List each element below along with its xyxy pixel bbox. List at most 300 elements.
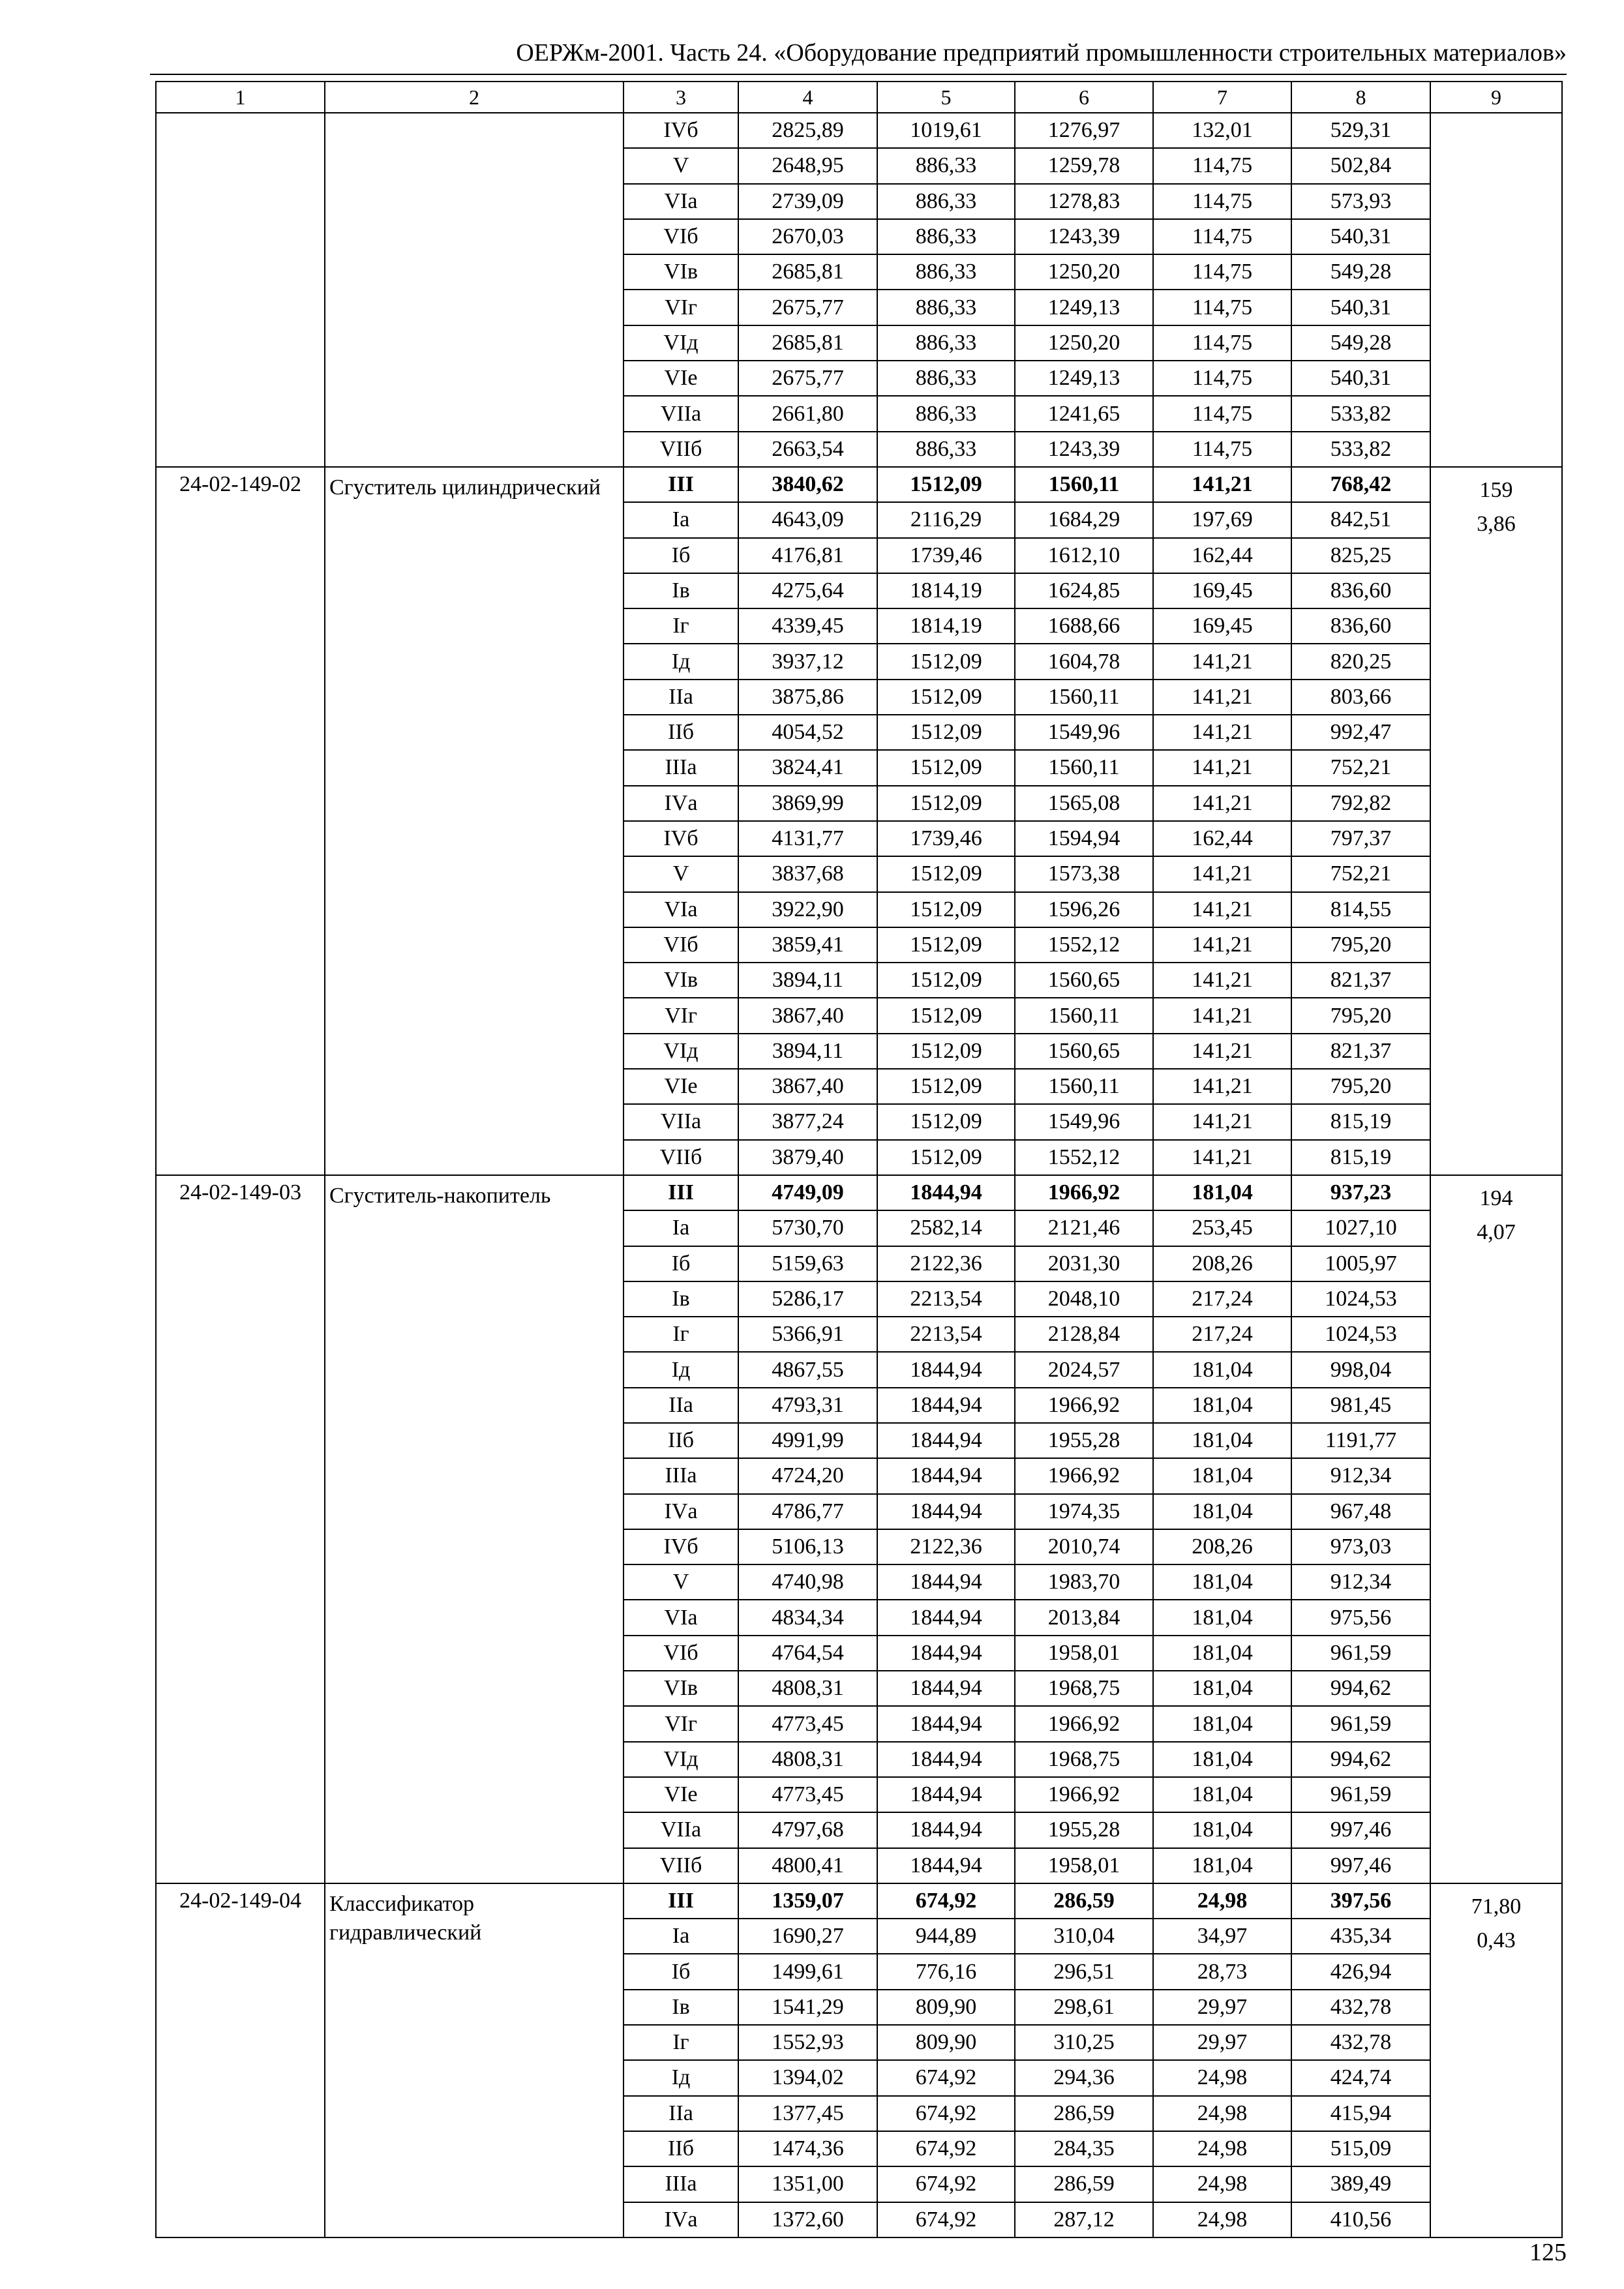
value-cell: 967,48: [1291, 1494, 1430, 1529]
value-cell: 4793,31: [738, 1388, 877, 1423]
value-cell: 3867,40: [738, 998, 877, 1033]
value-cell: 515,09: [1291, 2131, 1430, 2166]
value-cell: 1377,45: [738, 2096, 877, 2131]
zone-cell: VIв: [624, 254, 738, 290]
zone-cell: Iд: [624, 2060, 738, 2095]
table-body: [156, 82, 1562, 2237]
value-cell: 132,01: [1153, 113, 1291, 148]
value-cell: 114,75: [1153, 290, 1291, 325]
value-cell: 2685,81: [738, 254, 877, 290]
value-cell: 961,59: [1291, 1777, 1430, 1812]
value-cell: 141,21: [1153, 1104, 1291, 1139]
value-cell: 549,28: [1291, 325, 1430, 361]
zone-cell: VIг: [624, 290, 738, 325]
value-cell: 998,04: [1291, 1352, 1430, 1387]
column-number: 9: [1430, 82, 1562, 113]
value-cell: 287,12: [1015, 2202, 1153, 2237]
zone-cell: IIб: [624, 2131, 738, 2166]
value-cell: 1552,12: [1015, 927, 1153, 963]
value-cell: 533,82: [1291, 432, 1430, 467]
value-cell: 114,75: [1153, 325, 1291, 361]
zone-cell: Iг: [624, 608, 738, 644]
column-number: 7: [1153, 82, 1291, 113]
value-cell: 994,62: [1291, 1742, 1430, 1777]
value-cell: 181,04: [1153, 1671, 1291, 1706]
value-cell: 1968,75: [1015, 1671, 1153, 1706]
value-cell: 4808,31: [738, 1671, 877, 1706]
value-cell: 1512,09: [877, 963, 1015, 998]
labor-value: 71,80: [1471, 1894, 1522, 1919]
value-cell: 1372,60: [738, 2202, 877, 2237]
zone-cell: Iд: [624, 1352, 738, 1387]
value-cell: 674,92: [877, 2202, 1015, 2237]
value-cell: 961,59: [1291, 1706, 1430, 1741]
value-cell: 29,97: [1153, 1990, 1291, 2025]
value-cell: 28,73: [1153, 1954, 1291, 1989]
value-cell: 975,56: [1291, 1600, 1430, 1635]
value-cell: 208,26: [1153, 1529, 1291, 1564]
zone-cell: IIб: [624, 1423, 738, 1458]
value-cell: 1512,09: [877, 998, 1015, 1033]
value-cell: 1512,09: [877, 892, 1015, 927]
zone-cell: VIг: [624, 998, 738, 1033]
value-cell: 821,37: [1291, 1034, 1430, 1069]
value-cell: 1276,97: [1015, 113, 1153, 148]
value-cell: 1351,00: [738, 2166, 877, 2202]
value-cell: 3869,99: [738, 786, 877, 821]
labor-cell: [1430, 1175, 1562, 1883]
value-cell: 792,82: [1291, 786, 1430, 821]
value-cell: 24,98: [1153, 1883, 1291, 1919]
value-cell: 169,45: [1153, 573, 1291, 608]
value-cell: 1974,35: [1015, 1494, 1153, 1529]
value-cell: 4724,20: [738, 1458, 877, 1493]
value-cell: 2010,74: [1015, 1529, 1153, 1564]
value-cell: 1814,19: [877, 573, 1015, 608]
value-cell: 1512,09: [877, 786, 1015, 821]
value-cell: 674,92: [877, 2060, 1015, 2095]
value-cell: 181,04: [1153, 1564, 1291, 1600]
rate-code: 24-02-149-03: [156, 1175, 325, 1883]
zone-cell: VIе: [624, 361, 738, 396]
zone-cell: III: [624, 467, 738, 502]
zone-cell: VIв: [624, 963, 738, 998]
value-cell: 141,21: [1153, 1034, 1291, 1069]
value-cell: 4991,99: [738, 1423, 877, 1458]
value-cell: 886,33: [877, 361, 1015, 396]
value-cell: 1499,61: [738, 1954, 877, 1989]
value-cell: 29,97: [1153, 2025, 1291, 2060]
value-cell: 1844,94: [877, 1742, 1015, 1777]
value-cell: 1549,96: [1015, 1104, 1153, 1139]
value-cell: 2024,57: [1015, 1352, 1153, 1387]
zone-cell: Iа: [624, 502, 738, 537]
value-cell: 1739,46: [877, 538, 1015, 573]
value-cell: 1024,53: [1291, 1317, 1430, 1352]
value-cell: 3840,62: [738, 467, 877, 502]
value-cell: 181,04: [1153, 1175, 1291, 1210]
value-cell: 114,75: [1153, 219, 1291, 254]
value-cell: 4749,09: [738, 1175, 877, 1210]
value-cell: 1955,28: [1015, 1812, 1153, 1848]
value-cell: 24,98: [1153, 2166, 1291, 2202]
column-number: 4: [738, 82, 877, 113]
value-cell: 217,24: [1153, 1281, 1291, 1317]
value-cell: 1955,28: [1015, 1423, 1153, 1458]
value-cell: 4176,81: [738, 538, 877, 573]
labor-cell: [1430, 467, 1562, 1175]
value-cell: 994,62: [1291, 1671, 1430, 1706]
labor-cell: [1430, 113, 1562, 467]
value-cell: 1983,70: [1015, 1564, 1153, 1600]
value-cell: 1844,94: [877, 1494, 1015, 1529]
value-cell: 1814,19: [877, 608, 1015, 644]
value-cell: 549,28: [1291, 254, 1430, 290]
value-cell: 114,75: [1153, 148, 1291, 183]
labor-value: 159: [1479, 477, 1513, 502]
value-cell: 674,92: [877, 1883, 1015, 1919]
value-cell: 181,04: [1153, 1812, 1291, 1848]
value-cell: 2213,54: [877, 1317, 1015, 1352]
value-cell: 1844,94: [877, 1175, 1015, 1210]
value-cell: 3867,40: [738, 1069, 877, 1104]
zone-cell: Iа: [624, 1919, 738, 1954]
value-cell: 1844,94: [877, 1352, 1015, 1387]
value-cell: 1624,85: [1015, 573, 1153, 608]
value-cell: 795,20: [1291, 1069, 1430, 1104]
value-cell: 114,75: [1153, 184, 1291, 219]
value-cell: 2685,81: [738, 325, 877, 361]
zone-cell: IIIа: [624, 2166, 738, 2202]
value-cell: 4797,68: [738, 1812, 877, 1848]
value-cell: 1024,53: [1291, 1281, 1430, 1317]
value-cell: 886,33: [877, 396, 1015, 431]
value-cell: 1512,09: [877, 1069, 1015, 1104]
value-cell: 836,60: [1291, 573, 1430, 608]
value-cell: 1512,09: [877, 715, 1015, 750]
value-cell: 1250,20: [1015, 254, 1153, 290]
value-cell: 820,25: [1291, 644, 1430, 679]
value-cell: 4339,45: [738, 608, 877, 644]
value-cell: 1844,94: [877, 1706, 1015, 1741]
zone-cell: III: [624, 1883, 738, 1919]
value-cell: 1512,09: [877, 750, 1015, 785]
zone-cell: VIе: [624, 1777, 738, 1812]
value-cell: 2048,10: [1015, 1281, 1153, 1317]
column-number: 5: [877, 82, 1015, 113]
value-cell: 114,75: [1153, 254, 1291, 290]
value-cell: 426,94: [1291, 1954, 1430, 1989]
value-cell: 674,92: [877, 2131, 1015, 2166]
zone-cell: Iб: [624, 538, 738, 573]
value-cell: 836,60: [1291, 608, 1430, 644]
column-number: 6: [1015, 82, 1153, 113]
value-cell: 886,33: [877, 148, 1015, 183]
value-cell: 4131,77: [738, 821, 877, 856]
rate-code: [156, 113, 325, 467]
value-cell: 2825,89: [738, 113, 877, 148]
zone-cell: IVа: [624, 786, 738, 821]
value-cell: 2670,03: [738, 219, 877, 254]
value-cell: 1278,83: [1015, 184, 1153, 219]
table-row: [156, 1175, 1562, 1210]
table-row: [156, 467, 1562, 502]
value-cell: 141,21: [1153, 927, 1291, 963]
value-cell: 2675,77: [738, 361, 877, 396]
value-cell: 141,21: [1153, 1140, 1291, 1175]
value-cell: 3879,40: [738, 1140, 877, 1175]
equipment-name: Сгуститель цилиндрический: [325, 467, 624, 1175]
value-cell: 1259,78: [1015, 148, 1153, 183]
value-cell: 24,98: [1153, 2202, 1291, 2237]
value-cell: 141,21: [1153, 786, 1291, 821]
value-cell: 1560,65: [1015, 1034, 1153, 1069]
zone-cell: V: [624, 856, 738, 891]
value-cell: 2122,36: [877, 1246, 1015, 1281]
value-cell: 533,82: [1291, 396, 1430, 431]
equipment-name: Классификатор гидравлический: [325, 1883, 624, 2237]
zone-cell: VIб: [624, 927, 738, 963]
header-rule: [150, 74, 1567, 75]
value-cell: 997,46: [1291, 1812, 1430, 1848]
value-cell: 1844,94: [877, 1423, 1015, 1458]
value-cell: 4773,45: [738, 1706, 877, 1741]
value-cell: 821,37: [1291, 963, 1430, 998]
value-cell: 674,92: [877, 2166, 1015, 2202]
value-cell: 1250,20: [1015, 325, 1153, 361]
value-cell: 141,21: [1153, 644, 1291, 679]
value-cell: 24,98: [1153, 2096, 1291, 2131]
value-cell: 3937,12: [738, 644, 877, 679]
page-number: 125: [1529, 2239, 1567, 2266]
zone-cell: VIд: [624, 325, 738, 361]
value-cell: 1474,36: [738, 2131, 877, 2166]
zone-cell: VIIа: [624, 1104, 738, 1139]
value-cell: 973,03: [1291, 1529, 1430, 1564]
value-cell: 141,21: [1153, 998, 1291, 1033]
value-cell: 162,44: [1153, 538, 1291, 573]
value-cell: 3922,90: [738, 892, 877, 927]
value-cell: 1684,29: [1015, 502, 1153, 537]
value-cell: 540,31: [1291, 219, 1430, 254]
value-cell: 2013,84: [1015, 1600, 1153, 1635]
rate-code: 24-02-149-02: [156, 467, 325, 1175]
value-cell: 1512,09: [877, 1104, 1015, 1139]
value-cell: 4808,31: [738, 1742, 877, 1777]
zone-cell: IIа: [624, 680, 738, 715]
rate-code: 24-02-149-04: [156, 1883, 325, 2237]
value-cell: 776,16: [877, 1954, 1015, 1989]
value-cell: 1966,92: [1015, 1777, 1153, 1812]
value-cell: 1512,09: [877, 856, 1015, 891]
value-cell: 3894,11: [738, 963, 877, 998]
value-cell: 886,33: [877, 219, 1015, 254]
value-cell: 3875,86: [738, 680, 877, 715]
value-cell: 3894,11: [738, 1034, 877, 1069]
value-cell: 1027,10: [1291, 1210, 1430, 1246]
value-cell: 1005,97: [1291, 1246, 1430, 1281]
value-cell: 1241,65: [1015, 396, 1153, 431]
zone-cell: Iв: [624, 1990, 738, 2025]
table-row: [156, 113, 1562, 148]
value-cell: 797,37: [1291, 821, 1430, 856]
equipment-name: [325, 113, 624, 467]
value-cell: 809,90: [877, 1990, 1015, 2025]
zone-cell: Iб: [624, 1954, 738, 1989]
value-cell: 1552,93: [738, 2025, 877, 2060]
column-number: 8: [1291, 82, 1430, 113]
value-cell: 1739,46: [877, 821, 1015, 856]
value-cell: 1560,11: [1015, 1069, 1153, 1104]
value-cell: 114,75: [1153, 361, 1291, 396]
value-cell: 181,04: [1153, 1706, 1291, 1741]
value-cell: 415,94: [1291, 2096, 1430, 2131]
value-cell: 1688,66: [1015, 608, 1153, 644]
value-cell: 997,46: [1291, 1848, 1430, 1883]
running-header: ОЕРЖм-2001. Часть 24. «Оборудование предприятий промышленности строительных материалов»: [516, 39, 1567, 67]
value-cell: 886,33: [877, 290, 1015, 325]
value-cell: 809,90: [877, 2025, 1015, 2060]
zone-cell: IIIа: [624, 750, 738, 785]
value-cell: 814,55: [1291, 892, 1430, 927]
value-cell: 2031,30: [1015, 1246, 1153, 1281]
zone-cell: IVб: [624, 1529, 738, 1564]
zone-cell: Iа: [624, 1210, 738, 1246]
value-cell: 181,04: [1153, 1458, 1291, 1493]
zone-cell: Iв: [624, 573, 738, 608]
value-cell: 310,04: [1015, 1919, 1153, 1954]
value-cell: 803,66: [1291, 680, 1430, 715]
value-cell: 1958,01: [1015, 1848, 1153, 1883]
value-cell: 2213,54: [877, 1281, 1015, 1317]
value-cell: 286,59: [1015, 1883, 1153, 1919]
rates-table: [155, 81, 1563, 2238]
zone-cell: IIа: [624, 1388, 738, 1423]
value-cell: 3837,68: [738, 856, 877, 891]
value-cell: 197,69: [1153, 502, 1291, 537]
value-cell: 310,25: [1015, 2025, 1153, 2060]
value-cell: 4773,45: [738, 1777, 877, 1812]
value-cell: 3859,41: [738, 927, 877, 963]
value-cell: 24,98: [1153, 2131, 1291, 2166]
value-cell: 2648,95: [738, 148, 877, 183]
value-cell: 1512,09: [877, 927, 1015, 963]
zone-cell: III: [624, 1175, 738, 1210]
value-cell: 2122,36: [877, 1529, 1015, 1564]
value-cell: 992,47: [1291, 715, 1430, 750]
value-cell: 2661,80: [738, 396, 877, 431]
value-cell: 284,35: [1015, 2131, 1153, 2166]
value-cell: 1249,13: [1015, 290, 1153, 325]
value-cell: 181,04: [1153, 1777, 1291, 1812]
value-cell: 2121,46: [1015, 1210, 1153, 1246]
zone-cell: IIIа: [624, 1458, 738, 1493]
value-cell: 424,74: [1291, 2060, 1430, 2095]
value-cell: 296,51: [1015, 1954, 1153, 1989]
value-cell: 181,04: [1153, 1742, 1291, 1777]
zone-cell: VIIа: [624, 1812, 738, 1848]
value-cell: 114,75: [1153, 432, 1291, 467]
zone-cell: VIд: [624, 1034, 738, 1069]
column-number: 2: [325, 82, 624, 113]
value-cell: 4867,55: [738, 1352, 877, 1387]
value-cell: 181,04: [1153, 1423, 1291, 1458]
zone-cell: VIб: [624, 219, 738, 254]
value-cell: 502,84: [1291, 148, 1430, 183]
value-cell: 768,42: [1291, 467, 1430, 502]
value-cell: 286,59: [1015, 2166, 1153, 2202]
value-cell: 1394,02: [738, 2060, 877, 2095]
zone-cell: IVа: [624, 1494, 738, 1529]
value-cell: 1844,94: [877, 1564, 1015, 1600]
value-cell: 912,34: [1291, 1564, 1430, 1600]
value-cell: 1844,94: [877, 1458, 1015, 1493]
value-cell: 815,19: [1291, 1140, 1430, 1175]
value-cell: 169,45: [1153, 608, 1291, 644]
value-cell: 1243,39: [1015, 432, 1153, 467]
zone-cell: VIа: [624, 892, 738, 927]
value-cell: 1541,29: [738, 1990, 877, 2025]
value-cell: 912,34: [1291, 1458, 1430, 1493]
value-cell: 3824,41: [738, 750, 877, 785]
value-cell: 2582,14: [877, 1210, 1015, 1246]
value-cell: 674,92: [877, 2096, 1015, 2131]
zone-cell: Iб: [624, 1246, 738, 1281]
value-cell: 397,56: [1291, 1883, 1430, 1919]
value-cell: 1844,94: [877, 1671, 1015, 1706]
value-cell: 1844,94: [877, 1636, 1015, 1671]
value-cell: 1512,09: [877, 680, 1015, 715]
value-cell: 815,19: [1291, 1104, 1430, 1139]
value-cell: 389,49: [1291, 2166, 1430, 2202]
value-cell: 1552,12: [1015, 1140, 1153, 1175]
value-cell: 1844,94: [877, 1600, 1015, 1635]
value-cell: 795,20: [1291, 998, 1430, 1033]
value-cell: 1560,11: [1015, 680, 1153, 715]
column-number: 1: [156, 82, 325, 113]
value-cell: 2663,54: [738, 432, 877, 467]
zone-cell: VIIа: [624, 396, 738, 431]
column-number-row: [156, 82, 1562, 113]
value-cell: 1512,09: [877, 1140, 1015, 1175]
value-cell: 34,97: [1153, 1919, 1291, 1954]
value-cell: 5159,63: [738, 1246, 877, 1281]
zone-cell: VIв: [624, 1671, 738, 1706]
value-cell: 114,75: [1153, 396, 1291, 431]
labor-value: 0,43: [1477, 1928, 1516, 1952]
zone-cell: VIIб: [624, 432, 738, 467]
value-cell: 1560,11: [1015, 750, 1153, 785]
value-cell: 181,04: [1153, 1848, 1291, 1883]
value-cell: 298,61: [1015, 1990, 1153, 2025]
value-cell: 294,36: [1015, 2060, 1153, 2095]
value-cell: 573,93: [1291, 184, 1430, 219]
value-cell: 1512,09: [877, 1034, 1015, 1069]
value-cell: 432,78: [1291, 1990, 1430, 2025]
value-cell: 141,21: [1153, 1069, 1291, 1104]
table-row: [156, 1883, 1562, 1919]
value-cell: 141,21: [1153, 680, 1291, 715]
value-cell: 4786,77: [738, 1494, 877, 1529]
labor-cell: [1430, 1883, 1562, 2237]
value-cell: 752,21: [1291, 856, 1430, 891]
zone-cell: IVб: [624, 113, 738, 148]
zone-cell: VIа: [624, 1600, 738, 1635]
zone-cell: Iг: [624, 2025, 738, 2060]
value-cell: 886,33: [877, 432, 1015, 467]
zone-cell: IIа: [624, 2096, 738, 2131]
value-cell: 1573,38: [1015, 856, 1153, 891]
